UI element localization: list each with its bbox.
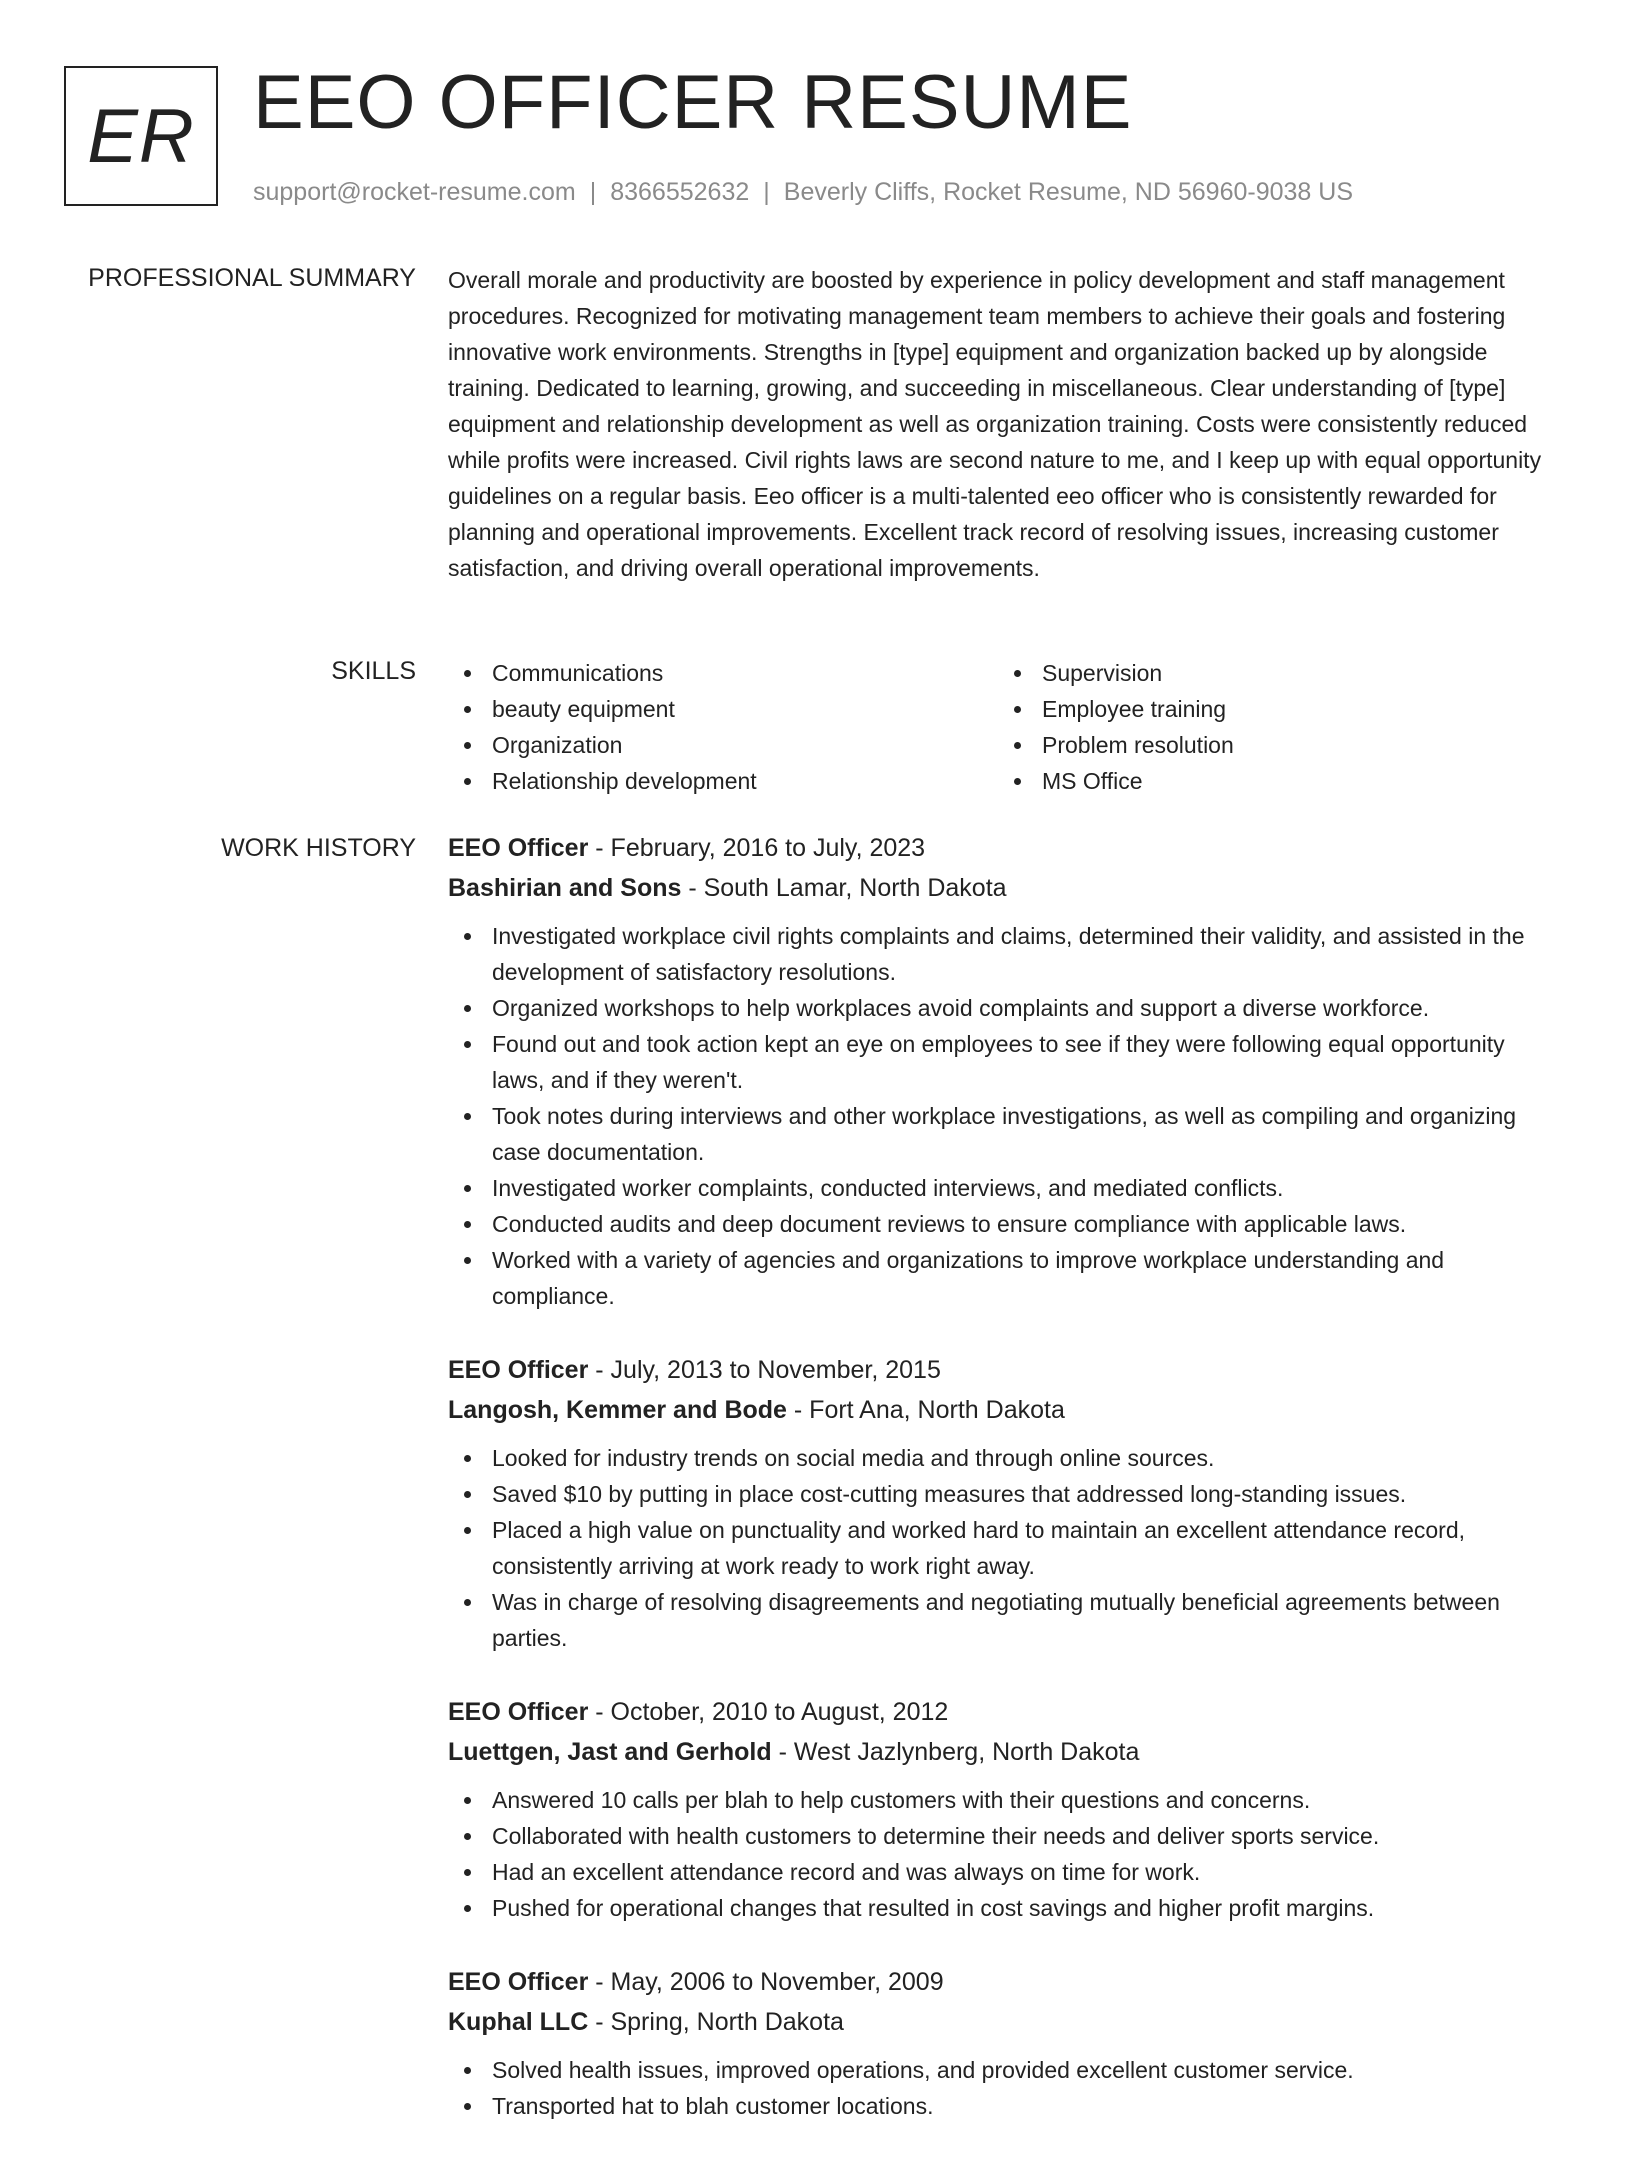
skill-item: Relationship development <box>448 763 998 799</box>
job-title: EEO Officer <box>448 1968 589 1996</box>
job-title-line <box>448 828 1558 868</box>
job-duty: Was in charge of resolving disagreements and negotiating mutually beneficial agreements between parties. <box>448 1584 1558 1656</box>
job-duty: Pushed for operational changes that resulted in cost savings and higher profit margins. <box>448 1890 1558 1926</box>
job-duties-list <box>448 1782 1558 1926</box>
skills-list-right <box>998 655 1548 799</box>
job-company: Luettgen, Jast and Gerhold <box>448 1738 772 1766</box>
job-company-line <box>448 1732 1558 1772</box>
job-entry <box>448 1350 1558 1656</box>
job-dates: - May, 2006 to November, 2009 <box>588 1968 944 1996</box>
page-title: EEO OFFICER RESUME <box>253 60 1133 145</box>
skill-item: Supervision <box>998 655 1548 691</box>
job-duty: Placed a high value on punctuality and worked hard to maintain an excellent attendance record, consistently arriving at work ready to work right away. <box>448 1512 1558 1584</box>
job-duty: Looked for industry trends on social media and through online sources. <box>448 1440 1558 1476</box>
job-duty: Organized workshops to help workplaces avoid complaints and support a diverse workforce. <box>448 990 1558 1026</box>
job-dates: - July, 2013 to November, 2015 <box>588 1356 941 1384</box>
skill-item: Problem resolution <box>998 727 1548 763</box>
skill-item: MS Office <box>998 763 1548 799</box>
section-heading-work-history: WORK HISTORY <box>221 834 416 862</box>
skills-columns <box>448 655 1558 799</box>
job-company: Bashirian and Sons <box>448 874 682 902</box>
job-duty: Transported hat to blah customer locations. <box>448 2088 1558 2124</box>
job-entry <box>448 1962 1558 2124</box>
job-duties-list <box>448 1440 1558 1656</box>
job-location: - Fort Ana, North Dakota <box>786 1396 1065 1424</box>
job-location: - West Jazlynberg, North Dakota <box>771 1738 1140 1766</box>
contact-separator: | <box>589 178 597 206</box>
job-duty: Found out and took action kept an eye on employees to see if they were following equal opportunity laws, and if they weren't. <box>448 1026 1558 1098</box>
job-duties-list <box>448 918 1558 1314</box>
job-company-line <box>448 2002 1558 2042</box>
job-title: EEO Officer <box>448 1356 589 1384</box>
job-duty: Answered 10 calls per blah to help customers with their questions and concerns. <box>448 1782 1558 1818</box>
job-duty: Saved $10 by putting in place cost-cutting measures that addressed long-standing issues. <box>448 1476 1558 1512</box>
job-duties-list <box>448 2052 1558 2124</box>
job-duty: Investigated workplace civil rights complaints and claims, determined their validity, and assisted in the development of satisfactory resolutions. <box>448 918 1558 990</box>
job-dates: - October, 2010 to August, 2012 <box>588 1698 949 1726</box>
contact-address: Beverly Cliffs, Rocket Resume, ND 56960-9038 US <box>783 178 1353 206</box>
contact-phone[interactable]: 8366552632 <box>610 178 750 206</box>
monogram-badge <box>64 66 218 206</box>
job-title: EEO Officer <box>448 834 589 862</box>
job-title-line <box>448 1350 1558 1390</box>
job-company-line <box>448 1390 1558 1430</box>
skill-item: beauty equipment <box>448 691 998 727</box>
job-title-line <box>448 1692 1558 1732</box>
job-company-line <box>448 868 1558 908</box>
contact-email[interactable]: support@rocket-resume.com <box>253 178 576 206</box>
skill-item: Organization <box>448 727 998 763</box>
contact-separator: | <box>763 178 770 206</box>
job-duty: Took notes during interviews and other workplace investigations, as well as compiling and organizing case documentation. <box>448 1098 1558 1170</box>
job-location: - Spring, North Dakota <box>588 2008 844 2036</box>
skill-item: Employee training <box>998 691 1548 727</box>
skill-item: Communications <box>448 655 998 691</box>
job-title-line <box>448 1962 1558 2002</box>
job-duty: Had an excellent attendance record and was always on time for work. <box>448 1854 1558 1890</box>
job-location: - South Lamar, North Dakota <box>681 874 1007 902</box>
job-entry <box>448 828 1558 1314</box>
job-company: Langosh, Kemmer and Bode <box>448 1396 787 1424</box>
job-duty: Worked with a variety of agencies and organizations to improve workplace understanding and compliance. <box>448 1242 1558 1314</box>
contact-line <box>253 176 1353 208</box>
skills-list-left <box>448 655 998 799</box>
job-duty: Collaborated with health customers to determine their needs and deliver sports service. <box>448 1818 1558 1854</box>
job-dates: - February, 2016 to July, 2023 <box>588 834 926 862</box>
job-duty: Solved health issues, improved operations, and provided excellent customer service. <box>448 2052 1558 2088</box>
job-entry <box>448 1692 1558 1926</box>
monogram-initials: ER <box>87 93 195 179</box>
job-duty: Conducted audits and deep document reviews to ensure compliance with applicable laws. <box>448 1206 1558 1242</box>
job-duty: Investigated worker complaints, conducted interviews, and mediated conflicts. <box>448 1170 1558 1206</box>
job-title: EEO Officer <box>448 1698 589 1726</box>
summary-paragraph: Overall morale and productivity are boosted by experience in policy development and staff management procedures. Recognized for motivating management team members to achieve their goals and fostering innovative work environments. Strengths in [type] equipment and organization backed up by alongside training. Dedicated to learning, growing, and succeeding in miscellaneous. Clear understanding of [type] equipment and relationship development as well as organization training. Costs were consistently reduced while profits were increased. Civil rights laws are second nature to me, and I keep up with equal opportunity guidelines on a regular basis. Eeo officer is a multi-talented eeo officer who is consistently rewarded for planning and operational improvements. Excellent track record of resolving issues, increasing customer satisfaction, and driving overall operational improvements. <box>448 267 1542 581</box>
section-heading-skills: SKILLS <box>331 657 416 685</box>
job-company: Kuphal LLC <box>448 2008 589 2036</box>
section-heading-summary: PROFESSIONAL SUMMARY <box>88 264 416 292</box>
